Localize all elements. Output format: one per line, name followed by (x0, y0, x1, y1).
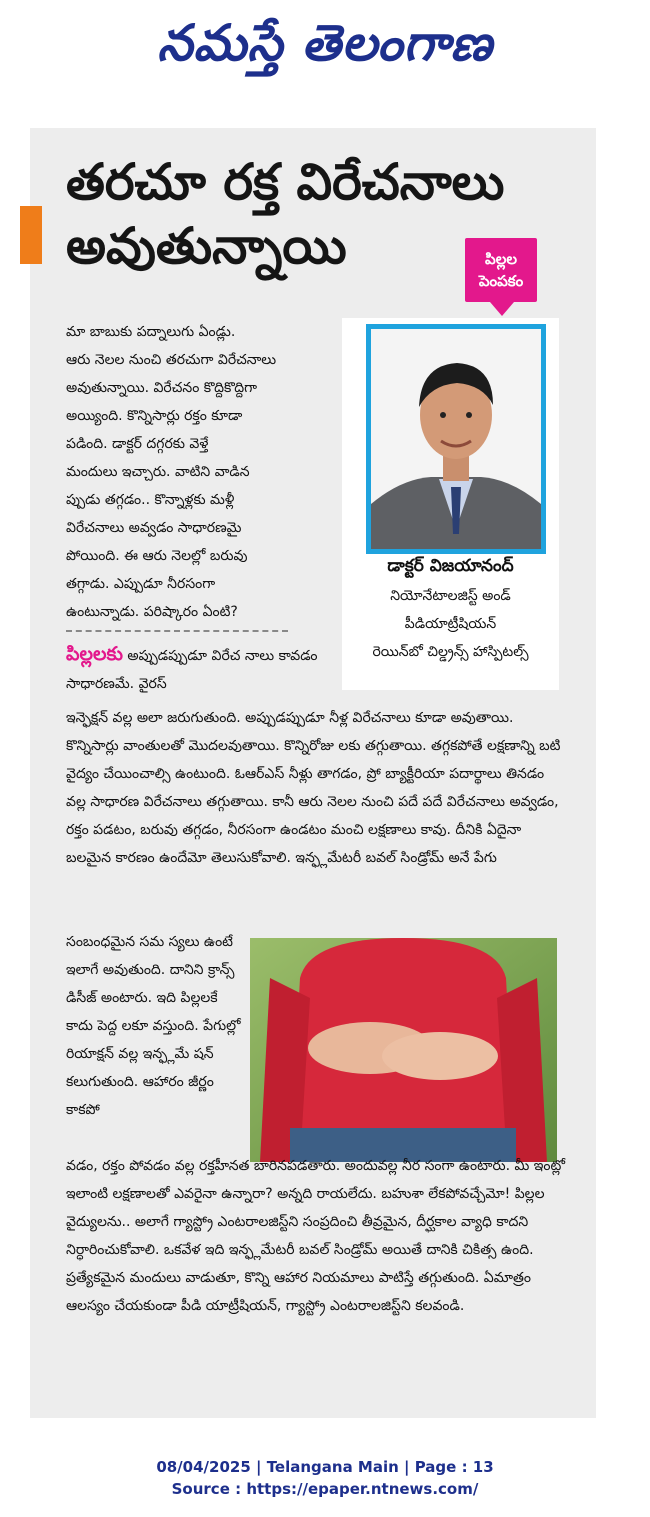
footer-source: Source : https://epaper.ntnews.com/ (171, 1480, 479, 1498)
badge-line-1: పిల్లల (485, 250, 517, 268)
column-badge (465, 238, 537, 302)
question-line: తగ్గాడు. ఎప్పుడూ నీరసంగా (66, 576, 216, 592)
question-line: మందులు ఇచ్చారు. వాటిని వాడిన (66, 464, 250, 480)
question-line: అవుతున్నాయి. విరేచనం కొద్దికొద్దిగా (66, 380, 258, 396)
answer-paragraph-1 (66, 640, 341, 698)
masthead-title: నమస్తే తెలంగాణ (157, 13, 493, 72)
badge-line-2: పెంపకం (478, 272, 524, 290)
page-footer (0, 1456, 650, 1500)
question-line: పడింది. డాక్టర్ దగ్గరకు వెళ్తే (66, 436, 209, 452)
doctor-title-1: నియోనేటాలజిస్ట్ అండ్ (390, 588, 511, 604)
question-line: ఆరు నెలల నుంచి తరచుగా విరేచనాలు (66, 352, 277, 368)
headline-line-2: అవుతున్నాయి (66, 217, 347, 275)
footer-edition: 08/04/2025 | Telangana Main | Page : 13 (156, 1458, 494, 1476)
answer-paragraph-4: వడం, రక్తం పోవడం వల్ల రక్తహీనత బారినపడతారు. అందువల్ల నీర సంగా ఉంటారు. మీ ఇంట్లో ఇలాంటి లక్షణాలతో ఎవరైనా ఉన్నారా? అన్నది రాయలేదు. బహుశా లేకపోవచ్చేమో! పిల్లల వైద్యులను.. అలాగే గ్యాస్ట్రో ఎంటరాలజిస్ట్‌ని సంప్రదించి తీవ్రమైన, దీర్ఘకాల వ్యాధి కాదని నిర్ధారించుకోవాలి. ఒకవేళ ఇది ఇన్ఫ్లమేటరీ బవల్ సిండ్రోమ్ అయితే దానికి చికిత్స ఉంది. ప్రత్యేకమైన మందులు వాడుతూ, కొన్ని ఆహార నియమాలు పాటిస్తే తగ్గుతుంది. ఏమాత్రం ఆలస్యం చేయకుండా పీడి యాట్రీషియన్, గ్యాస్ట్రో ఎంటరాలజిస్ట్‌ని కలవండి. (66, 1158, 566, 1314)
doctor-hospital: రెయిన్‌బో చిల్డ్రన్స్ హాస్పిటల్స్ (372, 644, 529, 660)
section-marker (20, 206, 42, 264)
question-line: ప్పుడు తగ్గడం.. కొన్నాళ్లకు మళ్లీ (66, 492, 235, 508)
headline (66, 150, 506, 278)
doctor-portrait-icon (371, 329, 541, 549)
question-line: ఉంటున్నాడు. పరిష్కారం ఏంటి? (66, 604, 238, 620)
child-holding-stomach-icon (250, 938, 557, 1162)
doctor-card (342, 318, 559, 690)
answer-paragraph-3: సంబంధమైన సమ స్యలు ఉంటే ఇలాగే అవుతుంది. దానిని క్రాన్స్ డిసీజ్ అంటారు. ఇది పిల్లలకే కాదు పెద్ద లకూ వస్తుంది. పేగుల్లో రియాక్షన్ వల్ల ఇన్ఫ్లమే షన్ కలుగుతుంది. ఆహారం జీర్ణం కాకపో (66, 934, 241, 1118)
section-divider (66, 630, 288, 632)
child-stomach-photo (250, 938, 557, 1162)
doctor-title-2: పీడియాట్రీషియన్ (404, 616, 497, 632)
question-line: పోయింది. ఈ ఆరు నెలల్లో బరువు (66, 548, 248, 564)
headline-line-1: తరచూ రక్త విరేచనాలు (66, 153, 505, 211)
doctor-name: డాక్టర్ విజయానంద్ (387, 556, 514, 576)
question-line: మా బాబుకు పద్నాలుగు ఏండ్లు. (66, 324, 236, 340)
reader-question (66, 318, 341, 626)
badge-pointer (490, 302, 514, 316)
doctor-photo (366, 324, 546, 554)
answer-paragraph-2: ఇన్ఫెక్షన్ వల్ల అలా జరుగుతుంది. అప్పుడప్పుడూ నీళ్ల విరేచనాలు కూడా అవుతాయి. కొన్నిసార్లు వాంతులతో మొదలవుతాయి. కొన్నిరోజు లకు తగ్గుతాయి. తగ్గకపోతే లక్షణాన్ని బటి వైద్యం చేయించాల్సి ఉంటుంది. ఓఆర్ఎస్ నీళ్లు తాగడం, ప్రో బ్యాక్టీరియా పదార్థాలు తినడం వల్ల సాధారణ విరేచనాలు తగ్గుతాయి. కానీ ఆరు నెలల నుంచి పదే పదే విరేచనాలు అవ్వడం, రక్తం పడటం, బరువు తగ్గడం, నీరసంగా ఉండటం మంచి లక్షణాలు కావు. దీనికి ఏదైనా బలమైన కారణం ఉందేమో తెలుసుకోవాలి. ఇన్ఫ్లమేటరీ బవల్ సిండ్రోమ్ అనే పేగు (66, 710, 561, 866)
answer-para1-text: అప్పుడప్పుడూ విరేచ నాలు కావడం సాధారణమే. వైరస్ (66, 648, 318, 692)
answer-lead-word: పిల్లలకు (66, 643, 123, 665)
question-line: అయ్యింది. కొన్నిసార్లు రక్తం కూడా (66, 408, 243, 424)
question-line: విరేచనాలు అవ్వడం సాధారణమై (66, 520, 242, 536)
